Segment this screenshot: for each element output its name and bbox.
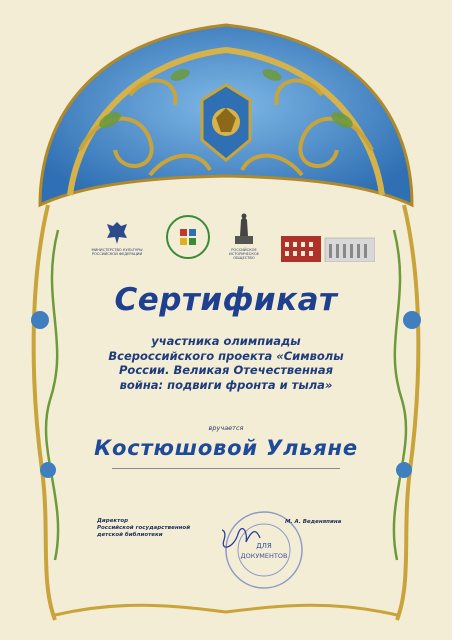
certificate-title: Сертификат	[114, 282, 338, 318]
body-line: Всероссийского проекта «Символы	[108, 348, 344, 363]
logo-caption: РОССИЙСКОЕ ИСТОРИЧЕСКОЕ ОБЩЕСТВО	[229, 248, 259, 261]
certificate-body	[95, 334, 357, 392]
rgdb-logo	[158, 214, 218, 260]
stamp-text-line-1: ДЛЯ	[256, 542, 272, 550]
name-underline	[112, 468, 340, 469]
historical-society-logo	[220, 212, 268, 261]
body-line: России. Великая Отечественная	[119, 363, 333, 377]
monument-logo	[231, 212, 257, 246]
signer-name: М. А. Веденяпина	[285, 519, 342, 525]
awarded-label: вручается	[208, 424, 244, 432]
rgdb-library-logo	[165, 214, 211, 260]
body-line: участника олимпиады	[151, 334, 301, 348]
logo-caption: МИНИСТЕРСТВО КУЛЬТУРЫ РОССИЙСКОЙ ФЕДЕРАЦИИ	[91, 248, 143, 257]
director-title: Директор Российской государственной детской библиотеки	[97, 518, 191, 538]
ministry-logo	[90, 220, 144, 256]
stamp-text-line-2: ДОКУМЕНТОВ	[240, 552, 288, 560]
partner-logos	[90, 212, 380, 282]
museum-logo	[280, 232, 376, 262]
eagle-emblem-icon	[105, 220, 129, 246]
recipient-name: Костюшовой Ульяне	[94, 436, 358, 460]
museum-building-logo	[281, 232, 375, 262]
body-line: война: подвиги фронта и тыла»	[119, 377, 333, 392]
